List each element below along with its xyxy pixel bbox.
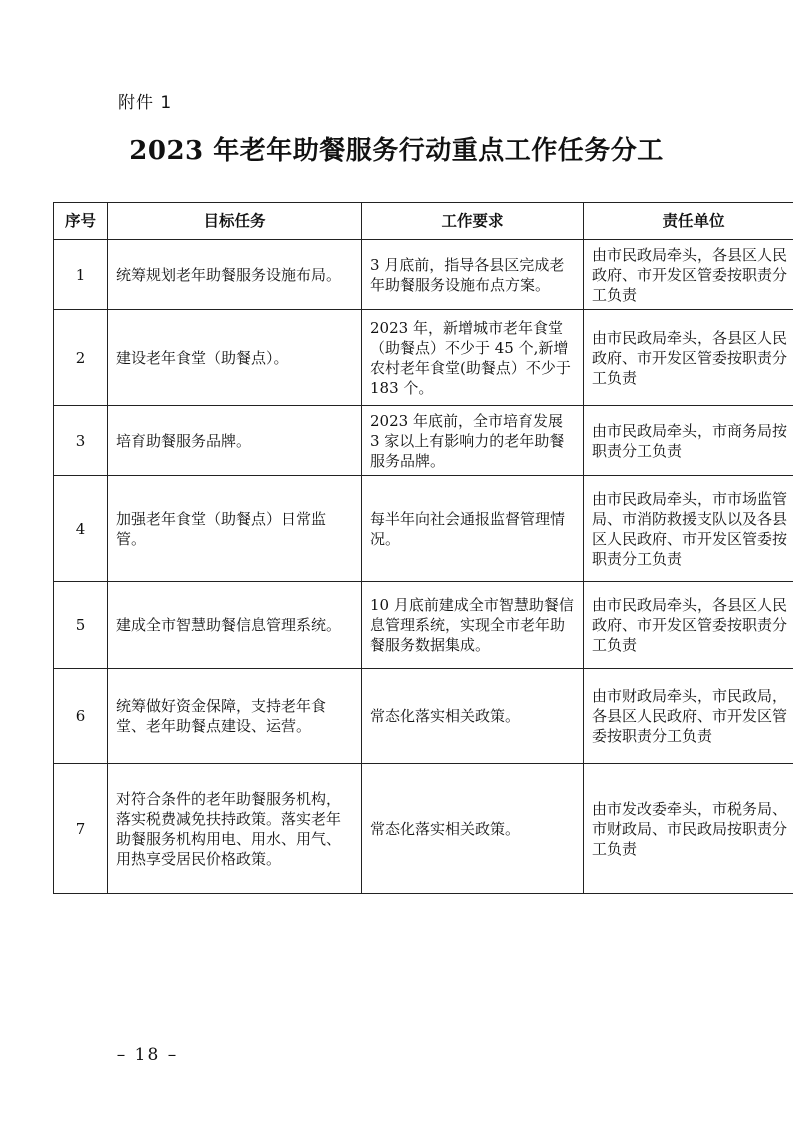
row-number: 6 xyxy=(54,669,108,764)
row-number: 2 xyxy=(54,310,108,406)
target-task-cell: 对符合条件的老年助餐服务机构，落实税费减免扶持政策。落实老年助餐服务机构用电、用水、用气、用热享受居民价格政策。 xyxy=(108,764,362,894)
responsible-unit-cell: 由市民政局牵头，市商务局按职责分工负责 xyxy=(584,406,793,476)
page-number: – 18 – xyxy=(116,1045,179,1065)
table-row xyxy=(54,582,793,669)
row-number: 5 xyxy=(54,582,108,669)
responsible-unit-cell: 由市民政局牵头，各县区人民政府、市开发区管委按职责分工负责 xyxy=(584,582,793,669)
table-header-row xyxy=(54,203,793,240)
target-task-cell: 统筹规划老年助餐服务设施布局。 xyxy=(108,240,362,310)
responsible-unit-cell: 由市民政局牵头，市市场监管局、市消防救援支队以及各县区人民政府、市开发区管委按职责分工负责 xyxy=(584,476,793,582)
responsible-unit-cell: 由市民政局牵头，各县区人民政府、市开发区管委按职责分工负责 xyxy=(584,310,793,406)
responsible-unit-cell: 由市财政局牵头，市民政局，各县区人民政府、市开发区管委按职责分工负责 xyxy=(584,669,793,764)
table-row xyxy=(54,240,793,310)
row-number: 3 xyxy=(54,406,108,476)
requirement-cell: 每半年向社会通报监督管理情况。 xyxy=(362,476,584,582)
document-title: 2023 年老年助餐服务行动重点工作任务分工 xyxy=(129,136,664,166)
table-row xyxy=(54,764,793,894)
target-task-cell: 建设老年食堂（助餐点）。 xyxy=(108,310,362,406)
responsible-unit-cell: 由市发改委牵头，市税务局、市财政局、市民政局按职责分工负责 xyxy=(584,764,793,894)
target-task-cell: 加强老年食堂（助餐点）日常监管。 xyxy=(108,476,362,582)
table-row xyxy=(54,476,793,582)
target-task-cell: 统筹做好资金保障，支持老年食堂、老年助餐点建设、运营。 xyxy=(108,669,362,764)
row-number: 4 xyxy=(54,476,108,582)
column-header-responsible-unit: 责任单位 xyxy=(584,203,793,240)
requirement-cell: 2023 年底前，全市培育发展 3 家以上有影响力的老年助餐服务品牌。 xyxy=(362,406,584,476)
column-header-task: 目标任务 xyxy=(108,203,362,240)
column-header-requirement: 工作要求 xyxy=(362,203,584,240)
row-number: 1 xyxy=(54,240,108,310)
requirement-cell: 3 月底前，指导各县区完成老年助餐服务设施布点方案。 xyxy=(362,240,584,310)
table-row xyxy=(54,406,793,476)
requirement-cell: 2023 年，新增城市老年食堂（助餐点）不少于 45 个,新增农村老年食堂(助餐点）不少于 183 个。 xyxy=(362,310,584,406)
row-number: 7 xyxy=(54,764,108,894)
responsible-unit-cell: 由市民政局牵头，各县区人民政府、市开发区管委按职责分工负责 xyxy=(584,240,793,310)
table-row xyxy=(54,669,793,764)
target-task-cell: 培育助餐服务品牌。 xyxy=(108,406,362,476)
task-division-table xyxy=(53,202,793,894)
column-header-number: 序号 xyxy=(54,203,108,240)
table-row xyxy=(54,310,793,406)
requirement-cell: 10 月底前建成全市智慧助餐信息管理系统，实现全市老年助餐服务数据集成。 xyxy=(362,582,584,669)
requirement-cell: 常态化落实相关政策。 xyxy=(362,764,584,894)
requirement-cell: 常态化落实相关政策。 xyxy=(362,669,584,764)
attachment-label: 附件 1 xyxy=(118,93,173,113)
target-task-cell: 建成全市智慧助餐信息管理系统。 xyxy=(108,582,362,669)
